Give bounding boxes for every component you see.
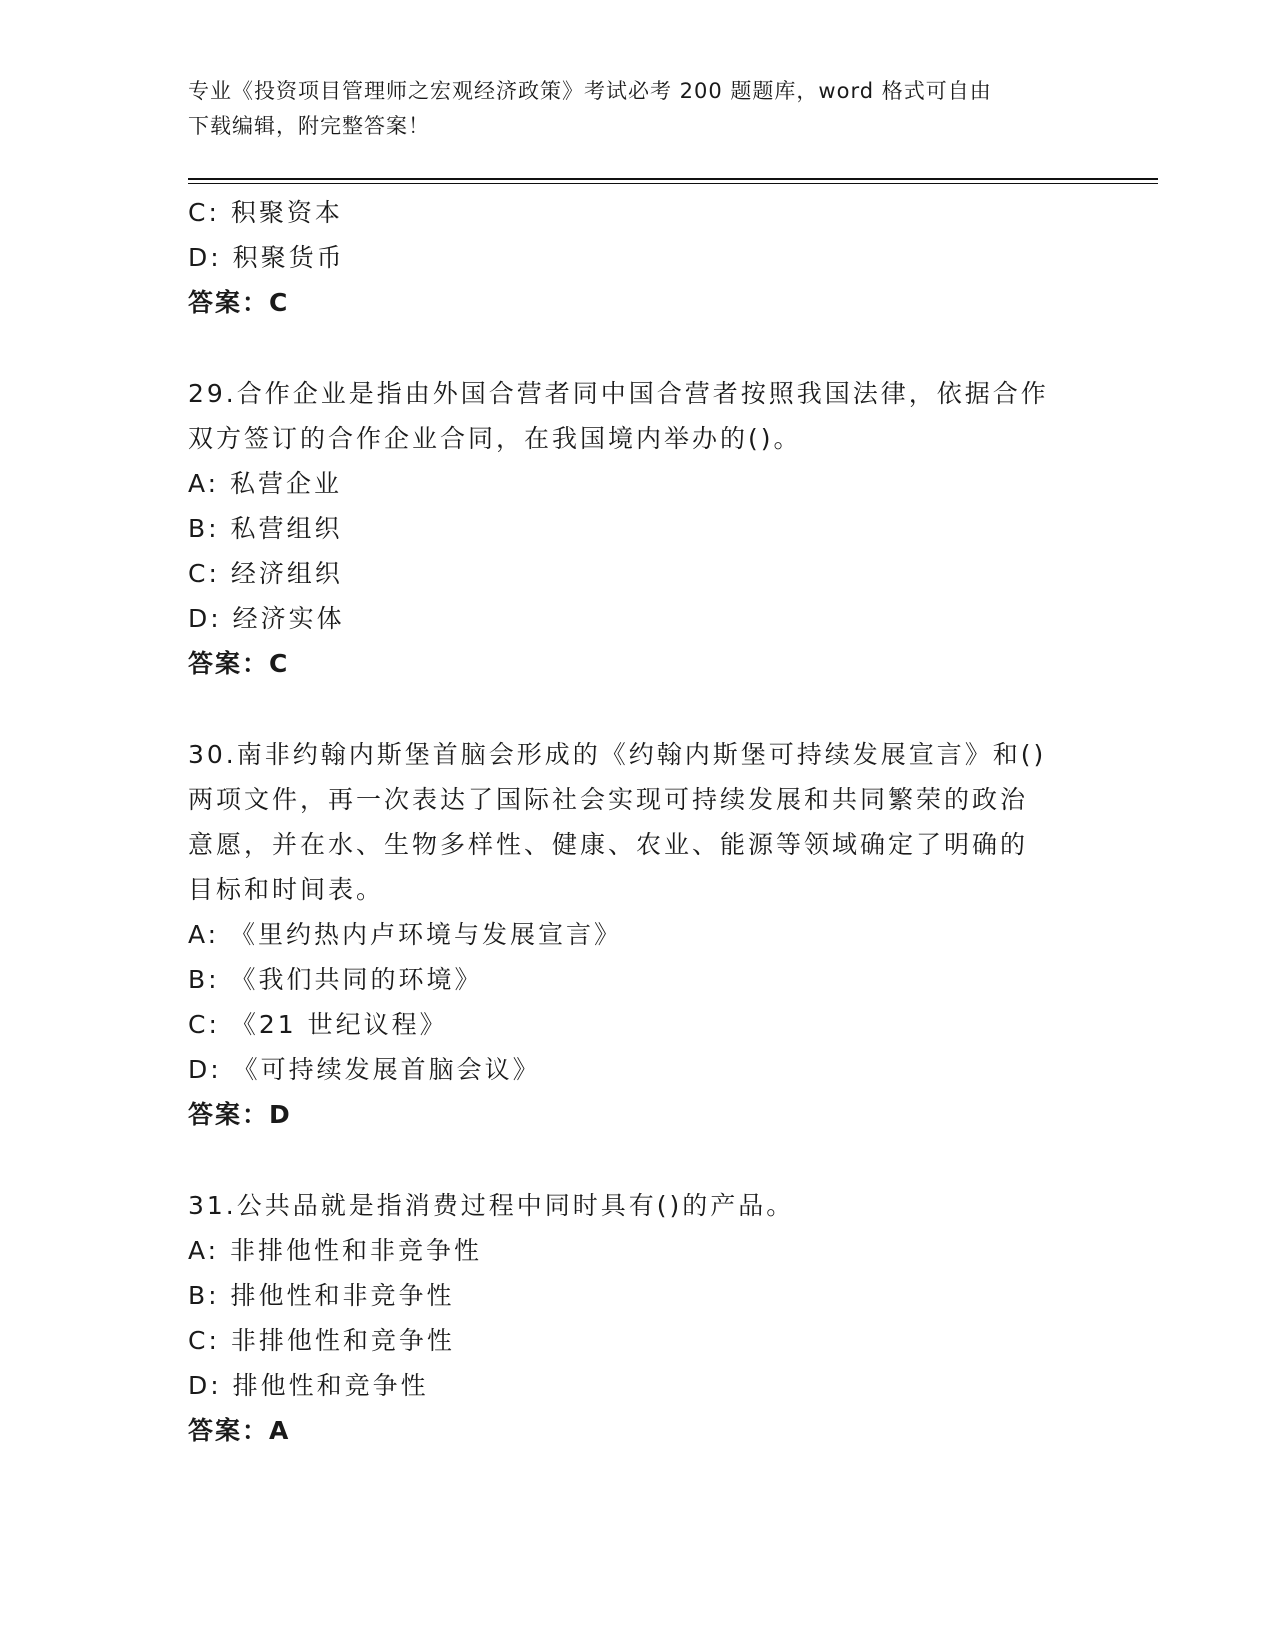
option-b: B: 《我们共同的环境》 — [188, 965, 483, 994]
header-divider-thin — [188, 183, 1158, 184]
option-c: C: 经济组织 — [188, 559, 343, 588]
header-divider-thick — [188, 178, 1158, 180]
answer: 答案：A — [188, 1416, 291, 1445]
option-d: D: 积聚货币 — [188, 243, 345, 272]
option-a: A: 《里约热内卢环境与发展宣言》 — [188, 920, 623, 949]
question-list — [188, 190, 1068, 1453]
option-d: D: 排他性和竞争性 — [188, 1371, 429, 1400]
question-text-line: 两项文件，再一次表达了国际社会实现可持续发展和共同繁荣的政治 — [188, 785, 1029, 814]
question-text-line: 意愿，并在水、生物多样性、健康、农业、能源等领域确定了明确的 — [188, 830, 1029, 859]
option-c: C: 《21 世纪议程》 — [188, 1010, 448, 1039]
option-b: B: 排他性和非竞争性 — [188, 1281, 455, 1310]
document-header — [188, 74, 1068, 144]
answer: 答案：C — [188, 288, 290, 317]
question-text-line: 30.南非约翰内斯堡首脑会形成的《约翰内斯堡可持续发展宣言》和() — [188, 740, 1047, 769]
question-text-line: 双方签订的合作企业合同，在我国境内举办的()。 — [188, 424, 802, 453]
question-text-line: 29.合作企业是指由外国合营者同中国合营者按照我国法律，依据合作 — [188, 379, 1049, 408]
header-line-1: 专业《投资项目管理师之宏观经济政策》考试必考 200 题题库，word 格式可自由 — [188, 79, 992, 103]
header-line-2: 下载编辑，附完整答案！ — [188, 114, 430, 138]
question-31 — [188, 1183, 1068, 1453]
question-text-line: 目标和时间表。 — [188, 875, 385, 904]
answer: 答案：C — [188, 649, 290, 678]
answer: 答案：D — [188, 1100, 292, 1129]
question-30 — [188, 732, 1068, 1137]
option-a: A: 非排他性和非竞争性 — [188, 1236, 483, 1265]
option-a: A: 私营企业 — [188, 469, 343, 498]
option-c: C: 非排他性和竞争性 — [188, 1326, 455, 1355]
option-b: B: 私营组织 — [188, 514, 343, 543]
option-c: C: 积聚资本 — [188, 198, 343, 227]
option-d: D: 《可持续发展首脑会议》 — [188, 1055, 541, 1084]
question-28-tail — [188, 190, 1068, 325]
option-d: D: 经济实体 — [188, 604, 345, 633]
question-29 — [188, 371, 1068, 686]
question-text-line: 31.公共品就是指消费过程中同时具有()的产品。 — [188, 1191, 795, 1220]
